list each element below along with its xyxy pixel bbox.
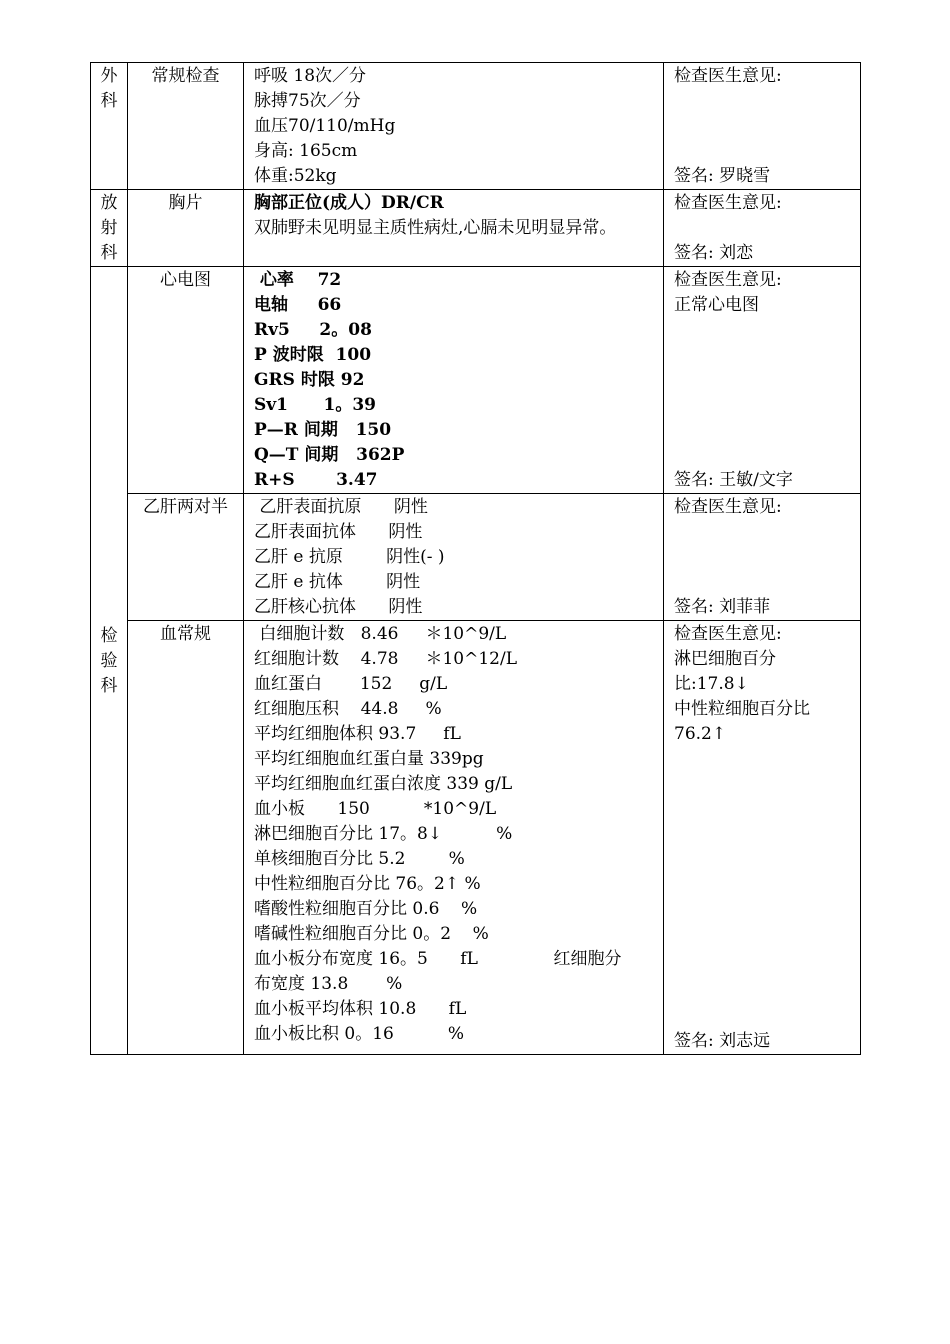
item-ecg: 心电图: [128, 267, 244, 494]
radiology-results: [244, 190, 664, 267]
exam-report-table: [90, 62, 861, 1055]
result-line: 呼吸 18次／分: [254, 66, 367, 86]
blood-row: [91, 621, 861, 1055]
blood-results: [244, 621, 664, 1055]
dept-lab: [91, 267, 128, 1055]
dept-char: 外: [100, 66, 118, 86]
result-line: 乙肝 e 抗体 阴性: [254, 572, 421, 592]
hbv-row: [91, 494, 861, 621]
hbv-results: [244, 494, 664, 621]
result-line: 血小板比积 0。16 %: [254, 1024, 465, 1044]
opinion-text: 中性粒细胞百分比: [674, 699, 810, 719]
doctor-signature: 签名: 王敏/文字: [674, 470, 793, 490]
dept-char: 科: [100, 675, 118, 696]
result-line: 乙肝 e 抗原 阴性(- ): [254, 547, 445, 567]
doctor-signature: 签名: 刘恋: [674, 243, 754, 263]
dept-char: 验: [100, 650, 118, 671]
result-line: 血小板 150 *10^9/L: [254, 799, 497, 819]
result-line: 红细胞计数 4.78 ＊10^12/L: [254, 649, 518, 669]
result-line: 红细胞压积 44.8 %: [254, 699, 442, 719]
dept-radiology: [91, 190, 128, 267]
opinion-text: 比:17.8↓: [674, 674, 749, 694]
opinion-label: 检查医生意见:: [674, 193, 782, 213]
result-line: 体重:52kg: [254, 166, 337, 186]
result-line: 身高: 165cm: [254, 141, 358, 161]
radiology-row: [91, 190, 861, 267]
opinion-text: 76.2↑: [674, 724, 727, 744]
opinion-text: 正常心电图: [674, 295, 759, 315]
opinion-label: 检查医生意见:: [674, 270, 782, 290]
result-line: 乙肝表面抗体 阴性: [254, 522, 423, 542]
surgery-opinion: [664, 63, 861, 190]
dept-char: 放: [100, 193, 118, 213]
result-line: 脉搏75次／分: [254, 91, 361, 111]
surgery-results: [244, 63, 664, 190]
result-line: P 波时限 100: [254, 345, 372, 365]
result-line: Q—T 间期 362P: [254, 445, 405, 465]
result-line: 中性粒细胞百分比 76。2↑ %: [254, 874, 481, 894]
item-hbv-panel: 乙肝两对半: [128, 494, 244, 621]
surgery-row: [91, 63, 861, 190]
hbv-opinion: [664, 494, 861, 621]
result-line: 布宽度 13.8 %: [254, 974, 403, 994]
result-line: 乙肝表面抗原 阴性: [254, 497, 428, 517]
dept-char: 射: [100, 218, 118, 238]
dept-surgery: [91, 63, 128, 190]
ecg-opinion: [664, 267, 861, 494]
opinion-text: 淋巴细胞百分: [674, 649, 776, 669]
item-chest-xray: 胸片: [128, 190, 244, 267]
result-line: 乙肝核心抗体 阴性: [254, 597, 423, 617]
radiology-opinion: [664, 190, 861, 267]
result-line: R+S 3.47: [254, 470, 378, 490]
result-line: 血压70/110/mHg: [254, 116, 396, 136]
opinion-label: 检查医生意见:: [674, 497, 782, 517]
doctor-signature: 签名: 罗晓雪: [674, 166, 771, 186]
doctor-signature: 签名: 刘菲菲: [674, 597, 771, 617]
result-line: P—R 间期 150: [254, 420, 392, 440]
blood-opinion: [664, 621, 861, 1055]
dept-char: 检: [100, 625, 118, 646]
result-line: 血小板平均体积 10.8 fL: [254, 999, 467, 1019]
item-blood-routine: 血常规: [128, 621, 244, 1055]
result-line: 淋巴细胞百分比 17。8↓ %: [254, 824, 513, 844]
result-line: 平均红细胞血红蛋白量 339pg: [254, 749, 484, 769]
result-line: 平均红细胞血红蛋白浓度 339 g/L: [254, 774, 513, 794]
result-line: 胸部正位(成人）DR/CR: [254, 193, 444, 213]
result-line: 平均红细胞体积 93.7 fL: [254, 724, 461, 744]
dept-char: 科: [100, 91, 118, 111]
result-line: 心率 72: [254, 270, 342, 290]
item-routine-exam: 常规检查: [128, 63, 244, 190]
result-line: 单核细胞百分比 5.2 %: [254, 849, 465, 869]
ecg-row: [91, 267, 861, 494]
result-line: Rv5 2。08: [254, 320, 372, 340]
doctor-signature: 签名: 刘志远: [674, 1031, 771, 1051]
result-line: GRS 时限 92: [254, 370, 365, 390]
result-line: 嗜酸性粒细胞百分比 0.6 %: [254, 899, 478, 919]
result-line: Sv1 1。39: [254, 395, 376, 415]
result-line: 嗜碱性粒细胞百分比 0。2 %: [254, 924, 489, 944]
result-line: 电轴 66: [254, 295, 342, 315]
result-line: 白细胞计数 8.46 ＊10^9/L: [254, 624, 507, 644]
opinion-label: 检查医生意见:: [674, 624, 782, 644]
dept-char: 科: [100, 243, 118, 263]
ecg-results: [244, 267, 664, 494]
result-line: 双肺野未见明显主质性病灶,心膈未见明显异常。: [254, 218, 617, 238]
result-line: 血小板分布宽度 16。5 fL 红细胞分: [254, 949, 622, 969]
opinion-label: 检查医生意见:: [674, 66, 782, 86]
result-line: 血红蛋白 152 g/L: [254, 674, 448, 694]
